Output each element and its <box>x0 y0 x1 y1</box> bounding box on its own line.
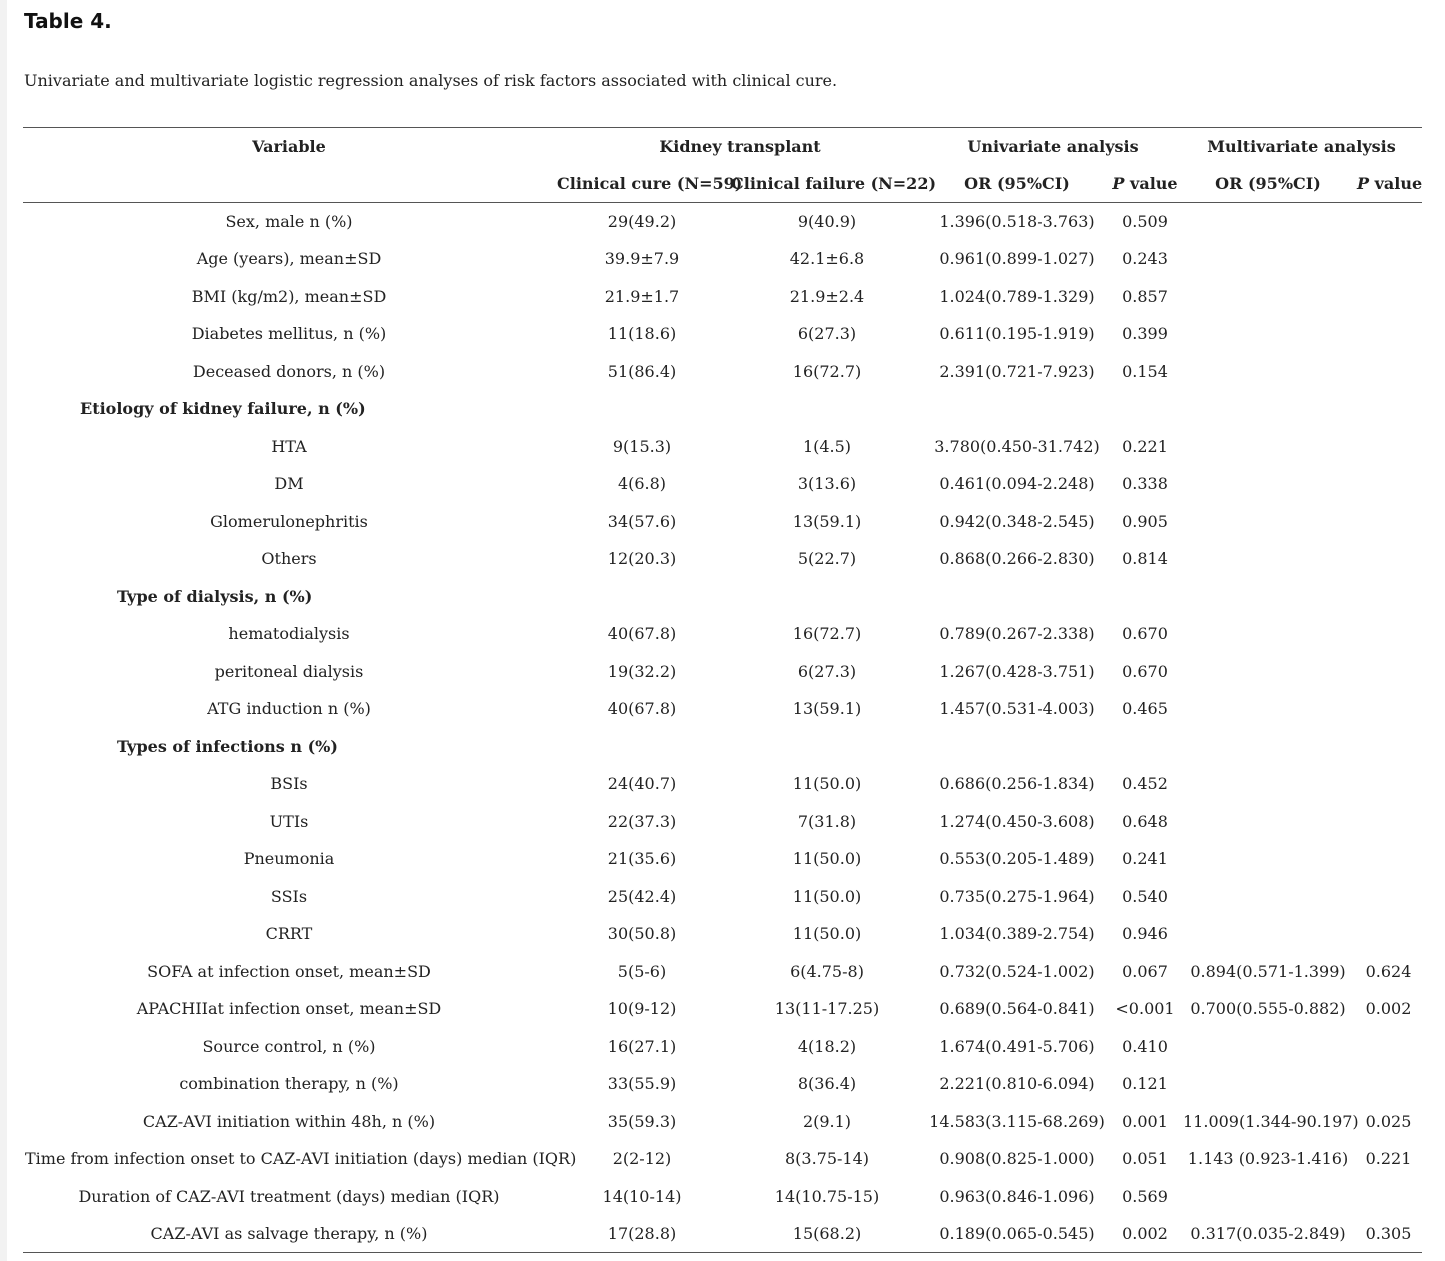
clinical-failure-cell: 11(50.0) <box>792 774 862 794</box>
clinical-cure-cell: 40(67.8) <box>607 699 677 719</box>
variable-cell: hematodialysis <box>228 624 350 644</box>
header-univariate: Univariate analysis <box>925 128 1181 166</box>
table-row <box>23 765 1422 803</box>
multivariate-or-cell <box>1181 1065 1355 1103</box>
univariate-or-cell: 0.689(0.564-0.841) <box>939 999 1095 1019</box>
clinical-cure-cell: 11(18.6) <box>607 324 677 344</box>
table-title: Table 4. <box>24 9 112 33</box>
univariate-or-cell: 0.961(0.899-1.027) <box>939 249 1095 269</box>
univariate-p-cell: 0.121 <box>1122 1074 1168 1094</box>
univariate-p-cell: 0.399 <box>1122 324 1168 344</box>
univariate-or-cell: 1.674(0.491-5.706) <box>939 1036 1095 1056</box>
variable-cell: combination therapy, n (%) <box>179 1074 399 1094</box>
univariate-or-cell: 1.034(0.389-2.754) <box>939 924 1095 944</box>
clinical-cure-cell: 29(49.2) <box>607 212 677 231</box>
multivariate-p-cell: 0.305 <box>1355 1215 1422 1253</box>
univariate-or-cell: 1.457(0.531-4.003) <box>939 699 1095 719</box>
table-caption: Univariate and multivariate logistic regression analyses of risk factors associated with clinical cure. <box>24 71 838 90</box>
variable-cell: ATG induction n (%) <box>207 699 371 719</box>
univariate-or-cell: 0.789(0.267-2.338) <box>939 624 1095 644</box>
variable-cell: peritoneal dialysis <box>214 661 364 681</box>
table-body <box>23 203 1422 1253</box>
univariate-p-cell: 0.067 <box>1122 961 1168 981</box>
multivariate-or-cell <box>1181 540 1355 578</box>
multivariate-p-cell <box>1355 1065 1422 1103</box>
table-row <box>23 1215 1422 1253</box>
clinical-cure-cell: 21.9±1.7 <box>604 286 680 306</box>
univariate-or-cell: 0.611(0.195-1.919) <box>939 324 1095 344</box>
clinical-cure-cell: 19(32.2) <box>607 661 677 681</box>
univariate-p-cell: 0.241 <box>1122 849 1168 869</box>
multivariate-p-cell <box>1355 803 1422 841</box>
header-multivariate-or: OR (95%CI) <box>1181 166 1355 203</box>
multivariate-or-cell <box>1181 428 1355 466</box>
clinical-failure-cell: 8(3.75-14) <box>784 1149 870 1169</box>
clinical-failure-cell: 13(59.1) <box>792 699 862 719</box>
clinical-cure-cell: 12(20.3) <box>607 549 677 569</box>
clinical-failure-cell: 8(36.4) <box>797 1074 857 1094</box>
multivariate-or-cell <box>1181 1178 1355 1216</box>
univariate-or-cell: 0.735(0.275-1.964) <box>939 886 1095 906</box>
multivariate-or-cell <box>1181 915 1355 953</box>
clinical-failure-cell: 11(50.0) <box>792 886 862 906</box>
clinical-failure-cell: 3(13.6) <box>797 474 857 494</box>
section-row <box>23 390 1422 428</box>
table-row <box>23 953 1422 991</box>
univariate-or-cell: 14.583(3.115-68.269) <box>929 1111 1105 1131</box>
variable-cell: CAZ-AVI initiation within 48h, n (%) <box>142 1111 436 1131</box>
univariate-p-cell: 0.221 <box>1122 436 1168 456</box>
univariate-p-cell: 0.857 <box>1122 286 1168 306</box>
clinical-failure-cell: 1(4.5) <box>802 436 852 456</box>
clinical-cure-cell: 5(5-6) <box>617 961 667 981</box>
header-blank <box>23 166 555 203</box>
clinical-cure-cell: 16(27.1) <box>607 1036 677 1056</box>
multivariate-p-cell <box>1355 353 1422 391</box>
clinical-failure-cell: 2(9.1) <box>802 1111 852 1131</box>
univariate-or-cell: 0.686(0.256-1.834) <box>939 774 1095 794</box>
clinical-failure-cell: 6(27.3) <box>797 661 857 681</box>
clinical-failure-cell: 4(18.2) <box>797 1036 857 1056</box>
header-clinical-failure: Clinical failure (N=22) <box>729 166 925 203</box>
univariate-or-cell: 0.553(0.205-1.489) <box>939 849 1095 869</box>
clinical-failure-cell: 14(10.75-15) <box>774 1186 880 1206</box>
multivariate-or-cell <box>1181 878 1355 916</box>
clinical-failure-cell: 7(31.8) <box>797 811 857 831</box>
clinical-failure-cell: 11(50.0) <box>792 849 862 869</box>
univariate-p-cell: 0.465 <box>1122 699 1168 719</box>
variable-cell: Deceased donors, n (%) <box>192 361 386 381</box>
clinical-failure-cell: 15(68.2) <box>729 1215 925 1253</box>
table-row <box>23 503 1422 541</box>
multivariate-p-cell <box>1355 315 1422 353</box>
clinical-cure-cell: 39.9±7.9 <box>604 249 680 269</box>
multivariate-or-cell <box>1181 803 1355 841</box>
multivariate-p-cell: 0.624 <box>1365 961 1412 981</box>
univariate-p-cell: 0.001 <box>1122 1111 1168 1131</box>
table-row <box>23 428 1422 466</box>
clinical-failure-cell: 42.1±6.8 <box>789 249 865 269</box>
table-row <box>23 1178 1422 1216</box>
clinical-cure-cell: 35(59.3) <box>607 1111 677 1131</box>
clinical-failure-cell: 16(72.7) <box>792 624 862 644</box>
table-row <box>23 203 1422 241</box>
univariate-p-cell: 0.540 <box>1122 886 1168 906</box>
variable-cell: Source control, n (%) <box>202 1036 376 1056</box>
table-row <box>23 315 1422 353</box>
univariate-or-cell: 0.189(0.065-0.545) <box>925 1215 1109 1253</box>
univariate-or-cell: 2.221(0.810-6.094) <box>939 1074 1095 1094</box>
univariate-or-cell: 2.391(0.721-7.923) <box>939 361 1095 381</box>
multivariate-or-cell <box>1181 315 1355 353</box>
table-row <box>23 1103 1422 1141</box>
section-row <box>23 728 1422 766</box>
univariate-or-cell: 1.396(0.518-3.763) <box>939 212 1095 231</box>
clinical-cure-cell: 10(9-12) <box>607 999 677 1019</box>
p-italic: P <box>1357 174 1370 194</box>
multivariate-or-cell <box>1181 353 1355 391</box>
table-row <box>23 240 1422 278</box>
variable-cell: Sex, male n (%) <box>225 212 353 231</box>
clinical-cure-cell: 9(15.3) <box>612 436 672 456</box>
clinical-cure-cell: 51(86.4) <box>607 361 677 381</box>
table-row <box>23 353 1422 391</box>
clinical-failure-cell: 13(59.1) <box>792 511 862 531</box>
variable-cell: BSIs <box>270 774 308 794</box>
header-univariate-or: OR (95%CI) <box>925 166 1109 203</box>
multivariate-p-cell <box>1355 1028 1422 1066</box>
clinical-cure-cell: 2(2-12) <box>612 1149 672 1169</box>
univariate-or-cell: 0.461(0.094-2.248) <box>939 474 1095 494</box>
table-row <box>23 615 1422 653</box>
clinical-cure-cell: 17(28.8) <box>555 1215 729 1253</box>
section-label: Type of dialysis, n (%) <box>117 586 313 606</box>
multivariate-or-cell: 0.700(0.555-0.882) <box>1190 999 1346 1019</box>
multivariate-or-cell <box>1181 615 1355 653</box>
univariate-p-cell: 0.051 <box>1122 1149 1168 1169</box>
table-row <box>23 878 1422 916</box>
variable-cell: Diabetes mellitus, n (%) <box>191 324 387 344</box>
variable-cell: APACHIIat infection onset, mean±SD <box>136 999 442 1019</box>
table-row <box>23 803 1422 841</box>
variable-cell: Glomerulonephritis <box>210 511 368 531</box>
multivariate-or-cell <box>1181 240 1355 278</box>
univariate-p-cell: <0.001 <box>1115 999 1175 1019</box>
variable-cell: HTA <box>271 436 307 456</box>
multivariate-or-cell: 0.317(0.035-2.849) <box>1181 1215 1355 1253</box>
table-row <box>23 653 1422 691</box>
multivariate-or-cell <box>1181 503 1355 541</box>
univariate-or-cell: 0.963(0.846-1.096) <box>939 1186 1095 1206</box>
univariate-or-cell: 0.908(0.825-1.000) <box>939 1149 1095 1169</box>
multivariate-or-cell: 1.143 (0.923-1.416) <box>1187 1149 1349 1169</box>
table-row <box>23 840 1422 878</box>
multivariate-p-cell <box>1355 878 1422 916</box>
multivariate-or-cell <box>1181 765 1355 803</box>
variable-cell: Pneumonia <box>243 849 335 869</box>
header-row-top <box>23 128 1422 166</box>
univariate-p-cell: 0.670 <box>1122 624 1168 644</box>
section-row <box>23 578 1422 616</box>
clinical-failure-cell: 11(50.0) <box>792 924 862 944</box>
clinical-cure-cell: 21(35.6) <box>607 849 677 869</box>
univariate-or-cell: 1.267(0.428-3.751) <box>939 661 1095 681</box>
multivariate-p-cell <box>1355 690 1422 728</box>
multivariate-p-cell: 0.002 <box>1365 999 1412 1019</box>
clinical-cure-cell: 30(50.8) <box>607 924 677 944</box>
univariate-or-cell: 0.732(0.524-1.002) <box>939 961 1095 981</box>
variable-cell: SSIs <box>270 886 308 906</box>
multivariate-or-cell <box>1181 653 1355 691</box>
multivariate-p-cell <box>1355 840 1422 878</box>
multivariate-or-cell <box>1181 278 1355 316</box>
multivariate-or-cell <box>1181 465 1355 503</box>
multivariate-p-cell <box>1355 428 1422 466</box>
p-italic: P <box>1112 174 1125 194</box>
clinical-cure-cell: 25(42.4) <box>607 886 677 906</box>
clinical-failure-cell: 21.9±2.4 <box>789 286 865 306</box>
p-value-word: value <box>1124 174 1178 194</box>
clinical-failure-cell: 5(22.7) <box>797 549 857 569</box>
variable-cell: Age (years), mean±SD <box>196 249 382 269</box>
univariate-p-cell: 0.154 <box>1122 361 1168 381</box>
table-row <box>23 1028 1422 1066</box>
univariate-p-cell: 0.002 <box>1109 1215 1181 1253</box>
variable-cell: DM <box>274 474 304 494</box>
table-row <box>23 1140 1422 1178</box>
table-row <box>23 540 1422 578</box>
table-row <box>23 278 1422 316</box>
variable-cell: Time from infection onset to CAZ-AVI initiation (days) median (IQR) <box>25 1149 577 1169</box>
multivariate-or-cell <box>1181 840 1355 878</box>
header-multivariate-p <box>1355 166 1422 203</box>
multivariate-or-cell <box>1181 1028 1355 1066</box>
variable-cell: CRRT <box>265 924 313 944</box>
multivariate-or-cell <box>1181 203 1355 241</box>
clinical-cure-cell: 40(67.8) <box>607 624 677 644</box>
header-multivariate: Multivariate analysis <box>1181 128 1422 166</box>
univariate-or-cell: 3.780(0.450-31.742) <box>934 436 1100 456</box>
clinical-failure-cell: 6(4.75-8) <box>790 961 864 981</box>
clinical-failure-cell: 9(40.9) <box>797 212 857 231</box>
multivariate-or-cell: 0.894(0.571-1.399) <box>1190 961 1346 981</box>
header-clinical-cure: Clinical cure (N=59) <box>555 166 729 203</box>
left-margin-bar <box>0 0 7 1261</box>
regression-table <box>23 127 1422 1253</box>
univariate-p-cell: 0.410 <box>1122 1036 1168 1056</box>
multivariate-p-cell <box>1355 203 1422 241</box>
multivariate-p-cell <box>1355 915 1422 953</box>
univariate-p-cell: 0.243 <box>1122 249 1168 269</box>
multivariate-p-cell <box>1355 465 1422 503</box>
multivariate-or-cell: 11.009(1.344-90.197) <box>1183 1111 1359 1131</box>
variable-cell: UTIs <box>269 811 309 831</box>
section-label: Types of infections n (%) <box>117 736 338 756</box>
univariate-or-cell: 0.868(0.266-2.830) <box>939 549 1095 569</box>
multivariate-p-cell <box>1355 765 1422 803</box>
univariate-p-cell: 0.648 <box>1122 811 1168 831</box>
univariate-p-cell: 0.905 <box>1122 511 1168 531</box>
clinical-cure-cell: 14(10-14) <box>602 1186 682 1206</box>
p-value-word: value <box>1369 174 1423 194</box>
variable-cell: SOFA at infection onset, mean±SD <box>147 961 431 981</box>
univariate-p-cell: 0.509 <box>1122 212 1168 231</box>
univariate-p-cell: 0.338 <box>1122 474 1168 494</box>
multivariate-p-cell: 0.221 <box>1365 1149 1412 1169</box>
multivariate-p-cell <box>1355 615 1422 653</box>
clinical-cure-cell: 24(40.7) <box>607 774 677 794</box>
multivariate-p-cell <box>1355 653 1422 691</box>
multivariate-p-cell <box>1355 240 1422 278</box>
clinical-failure-cell: 13(11-17.25) <box>774 999 880 1019</box>
univariate-p-cell: 0.670 <box>1122 661 1168 681</box>
multivariate-p-cell <box>1355 503 1422 541</box>
univariate-p-cell: 0.452 <box>1122 774 1168 794</box>
table-row <box>23 465 1422 503</box>
multivariate-or-cell <box>1181 690 1355 728</box>
univariate-p-cell: 0.814 <box>1122 549 1168 569</box>
variable-cell: Duration of CAZ-AVI treatment (days) median (IQR) <box>78 1186 500 1206</box>
section-label: Etiology of kidney failure, n (%) <box>80 399 366 419</box>
multivariate-p-cell <box>1355 278 1422 316</box>
variable-cell: CAZ-AVI as salvage therapy, n (%) <box>23 1215 555 1253</box>
variable-cell: BMI (kg/m2), mean±SD <box>191 286 387 306</box>
table-row <box>23 990 1422 1028</box>
clinical-cure-cell: 22(37.3) <box>607 811 677 831</box>
univariate-p-cell: 0.946 <box>1122 924 1168 944</box>
univariate-or-cell: 1.274(0.450-3.608) <box>939 811 1095 831</box>
clinical-cure-cell: 34(57.6) <box>607 511 677 531</box>
header-variable: Variable <box>23 128 555 166</box>
header-row-sub <box>23 166 1422 203</box>
clinical-failure-cell: 6(27.3) <box>797 324 857 344</box>
multivariate-p-cell <box>1355 540 1422 578</box>
table-row <box>23 690 1422 728</box>
variable-cell: Others <box>261 549 317 569</box>
header-kidney-transplant: Kidney transplant <box>555 128 925 166</box>
multivariate-p-cell <box>1355 1178 1422 1216</box>
univariate-or-cell: 1.024(0.789-1.329) <box>939 286 1095 306</box>
table-row <box>23 1065 1422 1103</box>
multivariate-p-cell: 0.025 <box>1365 1111 1412 1131</box>
clinical-cure-cell: 33(55.9) <box>607 1074 677 1094</box>
clinical-failure-cell: 16(72.7) <box>792 361 862 381</box>
table-row <box>23 915 1422 953</box>
header-univariate-p <box>1109 166 1181 203</box>
clinical-cure-cell: 4(6.8) <box>617 474 667 494</box>
univariate-or-cell: 0.942(0.348-2.545) <box>939 511 1095 531</box>
univariate-p-cell: 0.569 <box>1122 1186 1168 1206</box>
